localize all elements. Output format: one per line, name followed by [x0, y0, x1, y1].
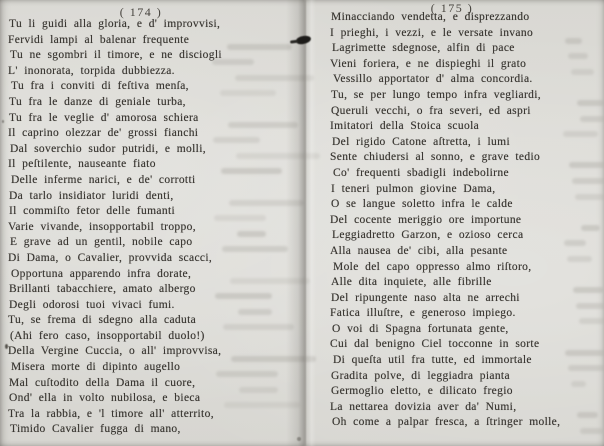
- ghost-text-strip: [565, 38, 582, 44]
- ghost-text-strip: [573, 287, 604, 293]
- poem-line: Misera morte di dipinto augello: [11, 361, 181, 374]
- poem-line: Mole del capo oppresso almo riſtoro,: [333, 260, 532, 273]
- poem-line: Della Vergine Cuccia, o all' improvvisa,: [8, 345, 222, 358]
- ghost-text-strip: [215, 293, 272, 299]
- poem-line: Tu fra le danze di geniale turba,: [9, 95, 186, 108]
- ghost-text-strip: [212, 59, 254, 65]
- poem-column-right: [330, 10, 604, 431]
- poem-line: Leggiadretto Garzon, e ozioso cerca: [332, 229, 524, 242]
- poem-line: Tu, se frema di sdegno alla caduta: [8, 314, 197, 327]
- poem-line: Vieni foriera, e ne dispieghi il grato: [330, 57, 527, 70]
- ghost-text-strip: [223, 324, 294, 330]
- poem-line: Mal cuſtodito della Dama il cuore,: [9, 376, 196, 389]
- poem-line: Del cocente meriggio ore importune: [330, 213, 522, 226]
- poem-line: Da tarlo insidiator luridi denti,: [9, 189, 174, 202]
- ghost-text-strip: [580, 428, 604, 434]
- poem-line: Co' frequenti sbadigli indebolirne: [333, 166, 509, 179]
- page-number-right: ( 175 ): [430, 1, 474, 15]
- poem-line: Sente chiudersi al sonno, e grave tedio: [330, 151, 541, 164]
- ghost-text-strip: [237, 231, 266, 237]
- page-number-left: ( 174 ): [119, 5, 163, 19]
- poem-line: Vessillo apportator d' alma concordia.: [333, 73, 533, 86]
- poem-line: Alle dita inquiete, alle fibrille: [331, 276, 492, 289]
- ghost-text-strip: [221, 168, 282, 174]
- poem-line: Fatica illuſtre, e generoso impiego.: [330, 307, 516, 320]
- poem-line: Gradita polve, di leggiadra pianta: [331, 369, 510, 382]
- ghost-text-strip: [577, 412, 598, 418]
- poem-line: O se langue soletto infra le calde: [331, 198, 513, 211]
- ghost-text-strip: [580, 116, 604, 122]
- poem-line: Imitatori della Stoica scuola: [330, 120, 480, 133]
- poem-line: Il peſtilente, nauseante fiato: [8, 158, 156, 171]
- poem-line: Degli odorosi tuoi vivaci fumi.: [9, 298, 175, 311]
- poem-line: L' inonorata, torpida dubbiezza.: [8, 64, 175, 77]
- ghost-text-strip: [581, 225, 600, 231]
- poem-line: Cui dal benigno Ciel tocconne in sorte: [330, 338, 540, 351]
- poem-line: Queruli vecchi, o fra severi, ed aspri: [331, 104, 531, 117]
- ghost-text-strip: [222, 246, 288, 252]
- ghost-text-strip: [213, 137, 260, 143]
- poem-line: Tu li guidi alla gloria, e d' improvvisi,: [9, 18, 221, 30]
- poem-line: Tu, se per lungo tempo infra vegliardi,: [331, 88, 542, 101]
- poem-line: Fervidi lampi al balenar frequente: [8, 33, 190, 46]
- page-174: [0, 0, 300, 446]
- poem-line: Timido Cavalier fugga di mano,: [10, 423, 181, 436]
- ghost-text-strip: [577, 100, 604, 106]
- ghost-text-strip: [572, 178, 604, 184]
- poem-line: Di Dama, o Cavalier, provvida scacci,: [8, 251, 213, 264]
- poem-line: Minacciando vendetta, e disprezzando: [331, 11, 530, 23]
- page-175: [310, 0, 604, 446]
- ghost-text-strip: [568, 53, 588, 59]
- ghost-text-strip: [239, 387, 278, 393]
- poem-line: Tu fra le veglie d' amorosa schiera: [9, 111, 199, 124]
- poem-line: Dal soverchio sudor putridi, e molli,: [10, 142, 206, 155]
- ghost-text-strip: [238, 309, 272, 315]
- ink-speck: [2, 120, 4, 123]
- poem-line: I prieghi, i vezzi, e le versate invano: [330, 26, 534, 39]
- ghost-text-strip: [567, 256, 592, 262]
- gutter-crease: [304, 0, 306, 446]
- poem-line: O voi di Spagna fortunata gente,: [332, 322, 509, 335]
- poem-line: Del ripungente naso alta ne arrechi: [331, 291, 520, 304]
- ink-speck: [297, 437, 301, 441]
- poem-line: E grave ad un gentil, nobile capo: [10, 236, 193, 249]
- poem-line: I teneri pulmon giovine Dama,: [331, 182, 496, 195]
- ghost-text-strip: [564, 240, 586, 246]
- poem-line: Tra la rabbia, e 'l timore all' atterrito,: [8, 407, 214, 420]
- ghost-text-strip: [576, 303, 604, 309]
- poem-line: La nettarea dovizia aver da' Numi,: [330, 400, 517, 413]
- poem-line: Il commiſto fetor delle fumanti: [9, 205, 176, 218]
- poem-line: Il caprino olezzar de' grossi fianchi: [8, 127, 199, 140]
- ghost-text-strip: [568, 365, 604, 371]
- ghost-text-strip: [214, 215, 266, 221]
- ghost-text-strip: [227, 44, 292, 50]
- ghost-text-strip: [579, 318, 604, 324]
- poem-line: Brillanti tabacchiere, amato albergo: [9, 283, 196, 296]
- poem-line: Tu fra i conviti di feſtiva menſa,: [11, 80, 189, 93]
- poem-line: Di queſta util fra tutte, ed immortale: [333, 354, 532, 367]
- poem-line: Germoglio eletto, e dilicato fregio: [331, 385, 513, 398]
- poem-line: Varie vivande, insopportabil troppo,: [8, 220, 196, 233]
- poem-line: Alla nausea de' cibi, alla pesante: [330, 244, 508, 257]
- poem-line: Tu ne sgombri il timore, e ne disciogli: [10, 49, 222, 62]
- ghost-text-strip: [565, 350, 604, 356]
- poem-line: Opportuna apparendo infra dorate,: [11, 267, 192, 280]
- ink-speck: [5, 344, 8, 349]
- ghost-text-strip: [569, 162, 604, 168]
- ghost-text-strip: [220, 90, 276, 96]
- ghost-text-strip: [571, 69, 594, 75]
- ghost-text-strip: [563, 131, 598, 137]
- poem-line: Ond' ella in volto nubilosa, e bieca: [9, 392, 201, 405]
- ghost-text-strip: [571, 381, 586, 387]
- poem-line: Delle inferme narici, e de' corrotti: [11, 173, 196, 186]
- poem-line: Oh come a palpar fresca, a ſtringer molle,: [332, 416, 561, 429]
- poem-line: (Ahi fero caso, insopportabil duolo!): [10, 329, 205, 342]
- ghost-text-strip: [575, 194, 604, 200]
- poem-line: Lagrimette sdegnose, alfin di pace: [332, 42, 515, 55]
- ghost-text-strip: [216, 371, 278, 377]
- poem-line: Del rigido Catone aſtretta, i lumi: [332, 135, 511, 148]
